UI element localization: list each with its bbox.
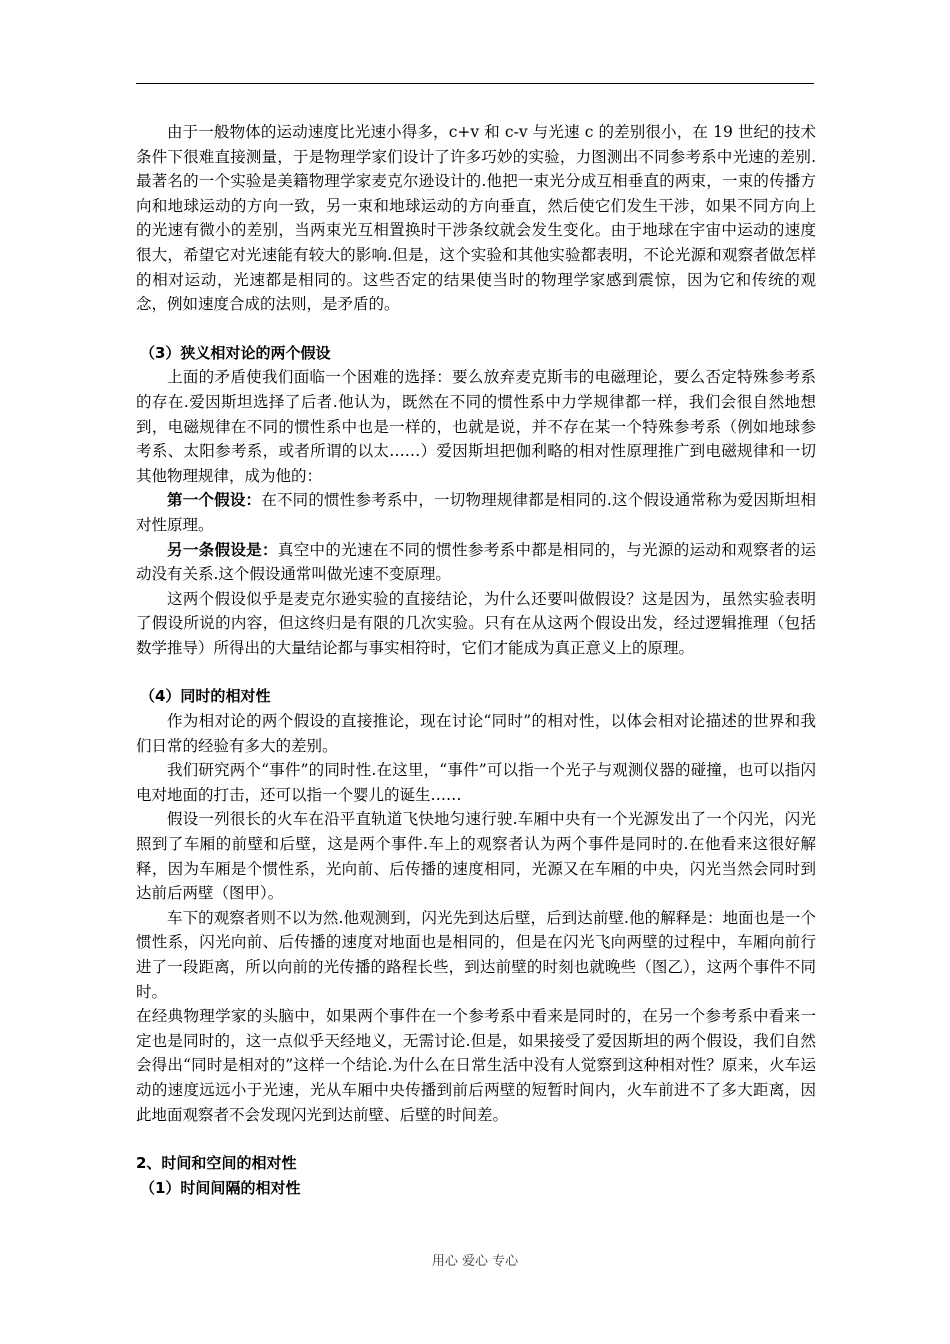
paragraph-train-observer: 假设一列很长的火车在沿平直轨道飞快地匀速行驶.车厢中央有一个光源发出了一个闪光，闪光照到了车厢的前壁和后壁，这是两个事件.车上的观察者认为两个事件是同时的.在他看来这很好解释，因为车厢是个惯性系，光向前、后传播的速度相同，光源又在车厢的中央，闪光当然会同时到达前后两壁（图甲）。 <box>136 810 816 903</box>
paragraph-ground-observer: 车下的观察者则不以为然.他观测到，闪光先到达后壁，后到达前壁.他的解释是：地面也是一个惯性系，闪光向前、后传播的速度对地面也是相同的，但是在闪光飞向两壁的过程中，车厢向前行进了一段距离，所以向前的光传播的路程长些，到达前壁的时刻也就晚些（图乙），这两个事件不同时。 <box>136 908 816 1001</box>
paragraph-simultaneity-intro: 作为相对论的两个假设的直接推论，现在讨论“同时”的相对性，以体会相对论描述的世界和我们日常的经验有多大的差别。 <box>136 712 816 755</box>
paragraph-second-postulate <box>136 538 816 587</box>
spacer <box>136 660 816 684</box>
paragraph-why-postulates: 这两个假设似乎是麦克尔逊实验的直接结论，为什么还要叫做假设？这是因为，虽然实验表明了假设所说的内容，但这终归是有限的几次实验。只有在从这两个假设出发，经过逻辑推理（包括数学推导）所得出的大量结论都与事实相符时，它们才能成为真正意义上的原理。 <box>136 589 816 657</box>
paragraph-classical-view: 在经典物理学家的头脑中，如果两个事件在一个参考系中看来是同时的，在另一个参考系中看来一定也是同时的，这一点似乎天经地义，无需讨论.但是，如果接受了爱因斯坦的两个假设，我们自然会得出“同时是相对的”这样一个结论.为什么在日常生活中没有人觉察到这种相对性？原来，火车运动的速度远远小于光速，光从车厢中央传播到前后两壁的短暂时间内，火车前进不了多大距离，因此地面观察者不会发现闪光到达前壁、后壁的时间差。 <box>136 1007 816 1124</box>
paragraph-events: 我们研究两个“事件”的同时性.在这里，“事件”可以指一个光子与观测仪器的碰撞，也可以指闪电对地面的打击，还可以指一个婴儿的诞生…… <box>136 761 816 804</box>
first-postulate-text: 在不同的惯性参考系中，一切物理规律都是相同的.这个假设通常称为爱因斯坦相对性原理。 <box>136 491 816 534</box>
heading-two-postulates: （3）狭义相对论的两个假设 <box>140 343 331 362</box>
second-postulate-text: 真空中的光速在不同的惯性参考系中都是相同的，与光源的运动和观察者的运动没有关系.这个假设通常叫做光速不变原理。 <box>136 540 816 584</box>
paragraph-first-postulate <box>136 488 816 537</box>
heading-time-interval-relativity: （1）时间间隔的相对性 <box>140 1178 301 1197</box>
paragraph-michelson-experiment: 由于一般物体的运动速度比光速小得多，c+v 和 c-v 与光速 c 的差别很小，在 19 世纪的技术条件下很难直接测量，于是物理学家们设计了许多巧妙的实验，力图测出不同参考系中光速的差别.最著名的一个实验是美籍物理学家麦克尔逊设计的.他把一束光分成互相垂直的两束，一束的传播方向和地球运动的方向一致，另一束和地球运动的方向垂直，然后使它们发生干涉，如果不同方向上的光速有微小的差别，当两束光互相置换时干涉条纹就会发生变化。由于地球在宇宙中运动的速度很大，希望它对光速能有较大的影响.但是，这个实验和其他实验都表明，不论光源和观察者做怎样的相对运动，光速都是相同的。这些否定的结果使当时的物理学家感到震惊，因为它和传统的观念，例如速度合成的法则，是矛盾的。 <box>136 123 816 314</box>
paragraph-einstein-choice: 上面的矛盾使我们面临一个困难的选择：要么放弃麦克斯韦的电磁理论，要么否定特殊参考系的存在.爱因斯坦选择了后者.他认为，既然在不同的惯性系中力学规律都一样，我们会很自然地想到，电磁规律在不同的惯性系中也是一样的，也就是说，并不存在某一个特殊参考系（例如地球参考系、太阳参考系，或者所谓的以太……）爱因斯坦把伽利略的相对性原理推广到电磁规律和一切其他物理规律，成为他的： <box>136 368 816 485</box>
heading-time-space-relativity: 2、时间和空间的相对性 <box>136 1154 297 1173</box>
page-footer: 用心 爱心 专心 <box>431 1254 519 1269</box>
first-postulate-label: 第一个假设： <box>167 491 262 510</box>
second-postulate-label: 另一条假设是： <box>167 540 278 559</box>
heading-relativity-of-simultaneity: （4）同时的相对性 <box>140 687 271 706</box>
header-rule <box>136 83 814 84</box>
spacer <box>136 317 816 341</box>
document-body <box>136 120 816 1200</box>
spacer <box>136 1127 816 1151</box>
